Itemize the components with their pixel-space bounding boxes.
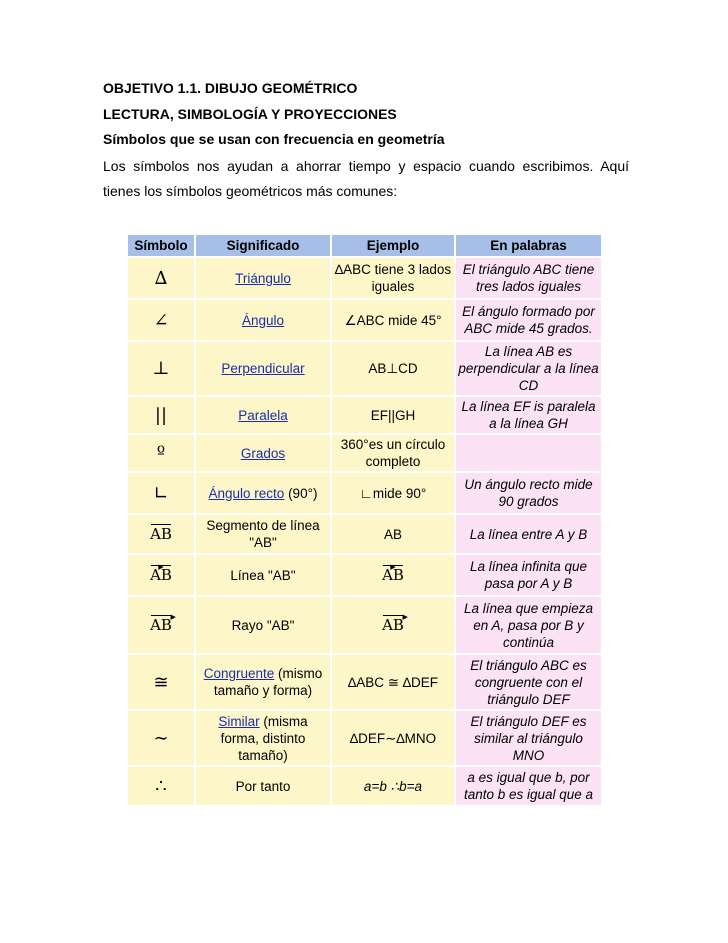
example-text: a=b ∴b=a: [332, 767, 454, 805]
congruent-link[interactable]: Congruente: [203, 666, 275, 681]
words-text: [456, 435, 601, 471]
meaning-text: Rayo "AB": [196, 597, 330, 653]
congruent-symbol: ≅: [128, 655, 194, 709]
meaning-text: Línea "AB": [196, 555, 330, 595]
segment-symbol: AB: [150, 525, 172, 543]
header-in-words: En palabras: [456, 235, 601, 256]
example-text: ∟mide 90°: [332, 473, 454, 513]
right-angle-link[interactable]: Ángulo recto: [208, 485, 285, 501]
words-text: El triángulo ABC tiene tres lados iguales: [456, 258, 601, 298]
example-text: AB: [332, 515, 454, 553]
table-row: [128, 711, 601, 765]
words-text: La línea EF is paralela a la línea GH: [456, 397, 601, 433]
table-row: [128, 258, 601, 298]
therefore-symbol: ∴: [128, 767, 194, 805]
similar-link[interactable]: Similar: [218, 713, 260, 729]
header-example: Ejemplo: [332, 235, 454, 256]
example-text: 360°es un círculo completo: [332, 435, 454, 471]
example-text: ∆ABC tiene 3 lados iguales: [332, 258, 454, 298]
example-text: EF||GH: [332, 397, 454, 433]
words-text: Un ángulo recto mide 90 grados: [456, 473, 601, 513]
triangle-link[interactable]: Triángulo: [235, 270, 291, 286]
words-text: a es igual que b, por tanto b es igual que a: [456, 767, 601, 805]
angle-link[interactable]: Ángulo: [241, 312, 285, 328]
parallel-link[interactable]: Paralela: [238, 407, 288, 423]
example-text: AB⊥CD: [332, 342, 454, 395]
meaning-text: Segmento de línea "AB": [196, 515, 330, 553]
table-row: [128, 300, 601, 340]
example-text: ∆DEF∼∆MNO: [332, 711, 454, 765]
parallel-symbol: ||: [128, 397, 194, 433]
degrees-link[interactable]: Grados: [240, 445, 286, 461]
words-text: El ángulo formado por ABC mide 45 grados.: [456, 300, 601, 340]
example-text: ∆ABC ≅ ∆DEF: [332, 655, 454, 709]
words-text: La línea que empieza en A, pasa por B y continúa: [456, 597, 601, 653]
words-text: La línea entre A y B: [456, 515, 601, 553]
words-text: La línea AB es perpendicular a la línea CD: [456, 342, 601, 395]
meaning-note: (misma forma, distinto tamaño): [220, 713, 308, 763]
table-row: [128, 597, 601, 653]
right-angle-symbol: ∟: [128, 473, 194, 513]
table-row: [128, 342, 601, 395]
table-row: [128, 515, 601, 553]
words-text: La línea infinita que pasa por A y B: [456, 555, 601, 595]
ray-symbol: AB ▶: [150, 617, 172, 634]
perpendicular-symbol: ⊥: [128, 342, 194, 395]
meaning-text: Por tanto: [196, 767, 330, 805]
triangle-symbol: ∆: [128, 258, 194, 298]
words-text: El triángulo ABC es congruente con el triángulo DEF: [456, 655, 601, 709]
table-row: [128, 473, 601, 513]
words-text: El triángulo DEF es similar al triángulo MNO: [456, 711, 601, 765]
degrees-symbol: º: [128, 435, 194, 471]
perpendicular-link[interactable]: Perpendicular: [221, 361, 305, 376]
meaning-note: (90°): [284, 485, 318, 501]
ray-example-symbol: AB ▶: [382, 617, 404, 634]
table-row: [128, 435, 601, 471]
angle-symbol: ∠: [128, 300, 194, 340]
header-meaning: Significado: [196, 235, 330, 256]
line-symbol: AB ▶: [150, 567, 172, 584]
intro-paragraph: Los símbolos nos ayudan a ahorrar tiempo y espacio cuando escribimos. Aquí tienes los símbolos geométricos más comunes:: [103, 158, 629, 199]
geometry-symbols-table: [126, 233, 603, 807]
objective-heading: OBJETIVO 1.1. DIBUJO GEOMÉTRICO: [103, 80, 358, 96]
example-text: ∠ABC mide 45°: [332, 300, 454, 340]
table-row: [128, 655, 601, 709]
subsection-heading: Símbolos que se usan con frecuencia en geometría: [103, 131, 445, 147]
similar-symbol: ∼: [128, 711, 194, 765]
line-example-symbol: AB ▶: [382, 567, 404, 584]
table-row: [128, 555, 601, 595]
section-heading: LECTURA, SIMBOLOGÍA Y PROYECCIONES: [103, 106, 397, 122]
table-row: [128, 397, 601, 433]
table-row: [128, 767, 601, 805]
table-header-row: [128, 235, 601, 256]
meaning-note: (mismo tamaño y forma): [213, 666, 323, 698]
header-symbol: Símbolo: [128, 235, 194, 256]
